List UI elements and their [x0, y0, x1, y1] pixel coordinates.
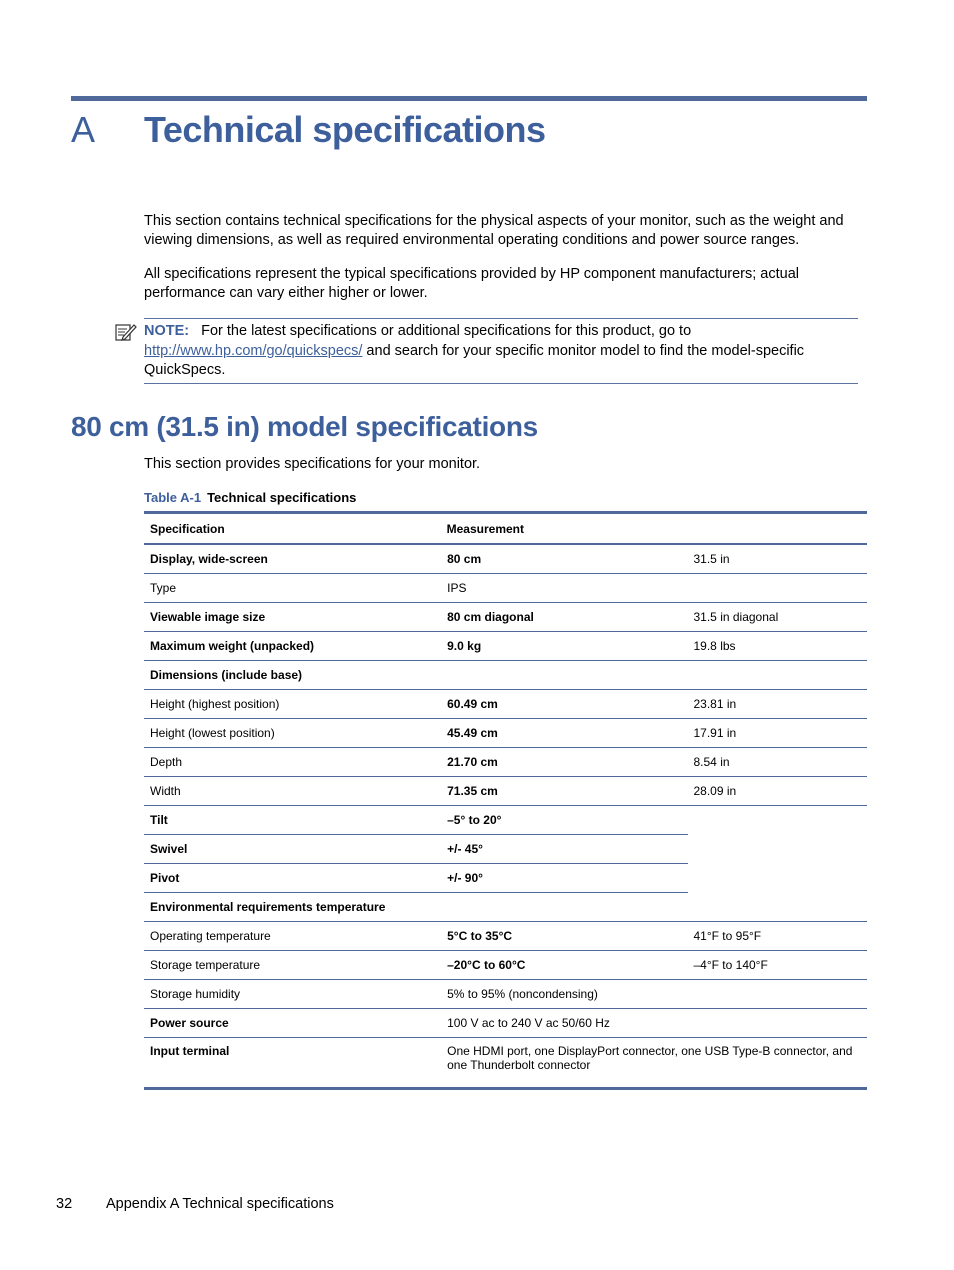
page-number: 32	[56, 1196, 73, 1212]
table-cell: 60.49 cm	[441, 690, 687, 719]
table-cell: Viewable image size	[144, 603, 441, 632]
table-cell: 21.70 cm	[441, 748, 687, 777]
table-cell: +/- 90°	[441, 864, 687, 893]
table-cell: –20°C to 60°C	[441, 951, 687, 980]
table-cell	[687, 980, 867, 1009]
table-row	[144, 951, 867, 980]
table-row	[144, 777, 867, 806]
table-row	[144, 661, 867, 690]
table-caption	[144, 489, 356, 506]
table-cell: Maximum weight (unpacked)	[144, 632, 441, 661]
table-row	[144, 544, 867, 574]
table-cell: 45.49 cm	[441, 719, 687, 748]
table-cell: Height (highest position)	[144, 690, 441, 719]
table-cell: 31.5 in	[687, 544, 867, 574]
table-row	[144, 806, 867, 835]
table-header-specification: Specification	[144, 513, 441, 545]
table-row	[144, 864, 867, 893]
table-row	[144, 980, 867, 1009]
table-cell: 8.54 in	[687, 748, 867, 777]
table-row	[144, 893, 867, 922]
table-cell: Width	[144, 777, 441, 806]
table-cell: Operating temperature	[144, 922, 441, 951]
note-text-after: and search for your specific monitor model to find the model-specific QuickSpecs.	[144, 342, 805, 378]
note-text-before: For the latest specifications or additional specifications for this product, go to	[201, 323, 692, 339]
table-cell: Pivot	[144, 864, 441, 893]
chapter-letter: A	[71, 109, 96, 150]
table-cell: One HDMI port, one DisplayPort connector, one USB Type-B connector, and one Thunderbolt connector	[441, 1038, 867, 1089]
table-row	[144, 574, 867, 603]
table-cell: Tilt	[144, 806, 441, 835]
table-caption-title: Technical specifications	[207, 490, 357, 505]
chapter-title: Technical specifications	[144, 109, 546, 150]
table-row	[144, 922, 867, 951]
table-cell	[687, 1009, 867, 1038]
table-row	[144, 835, 867, 864]
table-cell: Swivel	[144, 835, 441, 864]
table-cell: 17.91 in	[687, 719, 867, 748]
table-cell: 5% to 95% (noncondensing)	[441, 980, 687, 1009]
table-cell	[687, 835, 867, 864]
table-cell: 23.81 in	[687, 690, 867, 719]
quickspecs-link[interactable]: http://www.hp.com/go/quickspecs/	[144, 342, 363, 359]
table-caption-number: Table A-1	[144, 490, 202, 505]
table-cell: –4°F to 140°F	[687, 951, 867, 980]
table-cell	[687, 661, 867, 690]
table-cell: Storage temperature	[144, 951, 441, 980]
table-cell: Power source	[144, 1009, 441, 1038]
table-cell: 100 V ac to 240 V ac 50/60 Hz	[441, 1009, 687, 1038]
table-cell: 28.09 in	[687, 777, 867, 806]
table-cell: 71.35 cm	[441, 777, 687, 806]
intro-paragraph-1: This section contains technical specifications for the physical aspects of your monitor, such as the weight and viewing dimensions, as well as required environmental operating conditions and power source ranges.	[144, 213, 844, 248]
table-cell	[687, 864, 867, 893]
section-intro: This section provides specifications for your monitor.	[144, 456, 481, 472]
note-text	[144, 322, 858, 381]
table-cell: Storage humidity	[144, 980, 441, 1009]
table-cell	[687, 574, 867, 603]
note-pencil-icon	[115, 322, 137, 342]
table-cell: Display, wide-screen	[144, 544, 441, 574]
table-cell: 41°F to 95°F	[687, 922, 867, 951]
footer-text: Appendix A Technical specifications	[106, 1196, 334, 1212]
table-row	[144, 632, 867, 661]
table-cell: 80 cm diagonal	[441, 603, 687, 632]
table-cell: 9.0 kg	[441, 632, 687, 661]
intro-paragraph-2: All specifications represent the typical specifications provided by HP component manufacturers; actual performance can vary either higher or lower.	[144, 266, 799, 301]
table-row	[144, 1009, 867, 1038]
table-cell	[441, 661, 687, 690]
table-cell: Input terminal	[144, 1038, 441, 1089]
table-row	[144, 1038, 867, 1089]
specifications-table	[144, 511, 867, 1090]
table-cell: Type	[144, 574, 441, 603]
table-row	[144, 748, 867, 777]
table-cell: 31.5 in diagonal	[687, 603, 867, 632]
table-row	[144, 603, 867, 632]
table-header-empty	[687, 513, 867, 545]
chapter-rule	[71, 96, 867, 101]
table-cell	[441, 893, 687, 922]
table-row	[144, 690, 867, 719]
table-cell: +/- 45°	[441, 835, 687, 864]
table-cell: Environmental requirements temperature	[144, 893, 441, 922]
table-row	[144, 719, 867, 748]
table-cell: 19.8 lbs	[687, 632, 867, 661]
table-cell: Depth	[144, 748, 441, 777]
table-cell: IPS	[441, 574, 687, 603]
table-cell: 80 cm	[441, 544, 687, 574]
section-title: 80 cm (31.5 in) model specifications	[71, 411, 538, 442]
table-cell: –5° to 20°	[441, 806, 687, 835]
table-cell	[687, 893, 867, 922]
table-cell: Dimensions (include base)	[144, 661, 441, 690]
table-cell: 5°C to 35°C	[441, 922, 687, 951]
table-cell	[687, 806, 867, 835]
table-header-measurement: Measurement	[441, 513, 687, 545]
note-label: NOTE:	[144, 323, 190, 339]
table-cell: Height (lowest position)	[144, 719, 441, 748]
